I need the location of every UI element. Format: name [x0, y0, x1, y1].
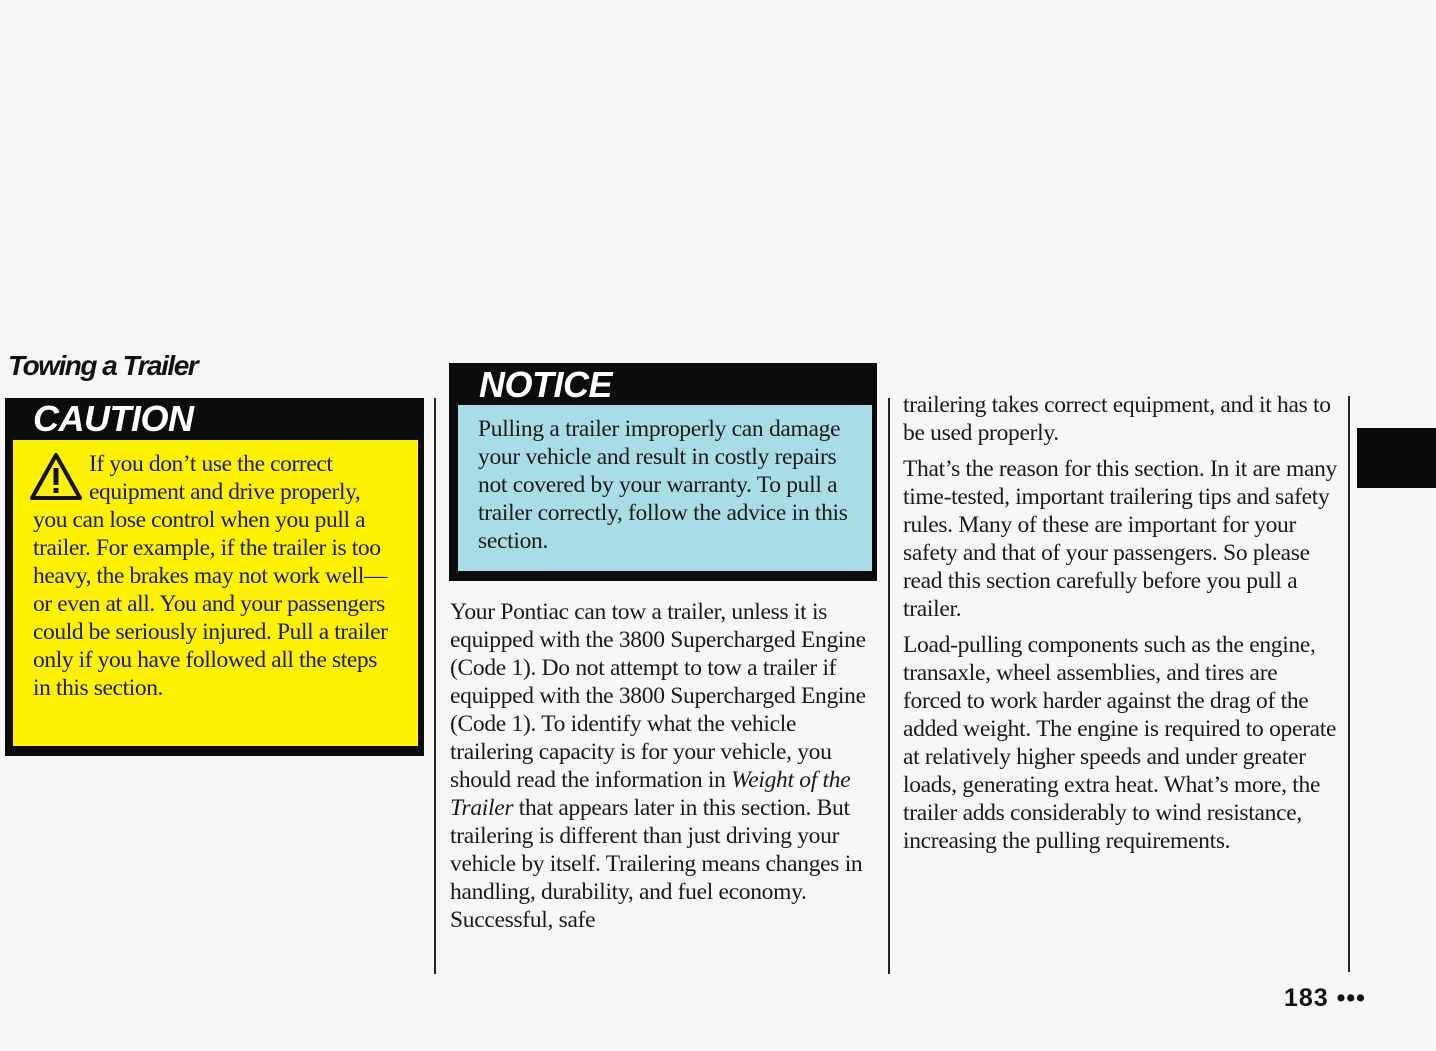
- caution-text-block: [33, 450, 397, 702]
- caution-body: [13, 440, 418, 746]
- middle-text-part-2: that appears later in this section. But trailering is different than just driving your vehicle by itself. Trailering means changes in handling, durability, and fuel economy. Successful, safe: [450, 795, 863, 933]
- section-tab-marker: [1357, 428, 1436, 488]
- notice-header: NOTICE: [479, 364, 613, 405]
- section-title: Towing a Trailer: [8, 350, 198, 381]
- middle-text-part-1: Your Pontiac can tow a trailer, unless it is equipped with the 3800 Supercharged Engine (Code 1). Do not attempt to tow a trailer if equipped with the 3800 Supercharged Engine (Code 1). To identify what the vehicle trailering capacity is for your vehicle, you should read the information in: [450, 599, 866, 793]
- notice-text: Pulling a trailer improperly can damage your vehicle and result in costly repairs not covered by your warranty. To pull a trailer correctly, follow the advice in this section.: [478, 416, 848, 554]
- column-divider-right: [1348, 396, 1350, 972]
- right-column-text: [903, 391, 1339, 863]
- middle-column-text: [450, 598, 880, 934]
- right-paragraph-2: That’s the reason for this section. In it are many time-tested, important trailering tips and safety rules. Many of these are important for your safety and that of your passengers. So please read this section carefully before you pull a trailer.: [903, 456, 1337, 622]
- warning-triangle-icon: [29, 452, 83, 502]
- right-paragraph-1: trailering takes correct equipment, and it has to be used properly.: [903, 392, 1331, 446]
- caution-header: CAUTION: [33, 398, 194, 439]
- caution-box: [5, 398, 424, 756]
- column-divider-middle: [888, 398, 890, 974]
- page-number: 183 •••: [1284, 984, 1366, 1012]
- column-divider-left: [434, 398, 436, 974]
- right-paragraph-3: Load-pulling components such as the engine, transaxle, wheel assemblies, and tires are forced to work harder against the drag of the added weight. The engine is required to operate at relatively higher speeds and under greater loads, generating extra heat. What’s more, the trailer adds considerably to wind resistance, increasing the pulling requirements.: [903, 632, 1337, 854]
- caution-text: If you don’t use the correct equipment and drive properly, you can lose control when you pull a trailer. For example, if the trailer is too heavy, the brakes may not work well—or even at all. You and your passengers could be seriously injured. Pull a trailer only if you have followed all the steps in this section.: [33, 451, 388, 701]
- weight-of-trailer-reference: Weight of the Trailer: [450, 767, 851, 821]
- notice-body: [458, 405, 872, 571]
- notice-box: [449, 363, 877, 581]
